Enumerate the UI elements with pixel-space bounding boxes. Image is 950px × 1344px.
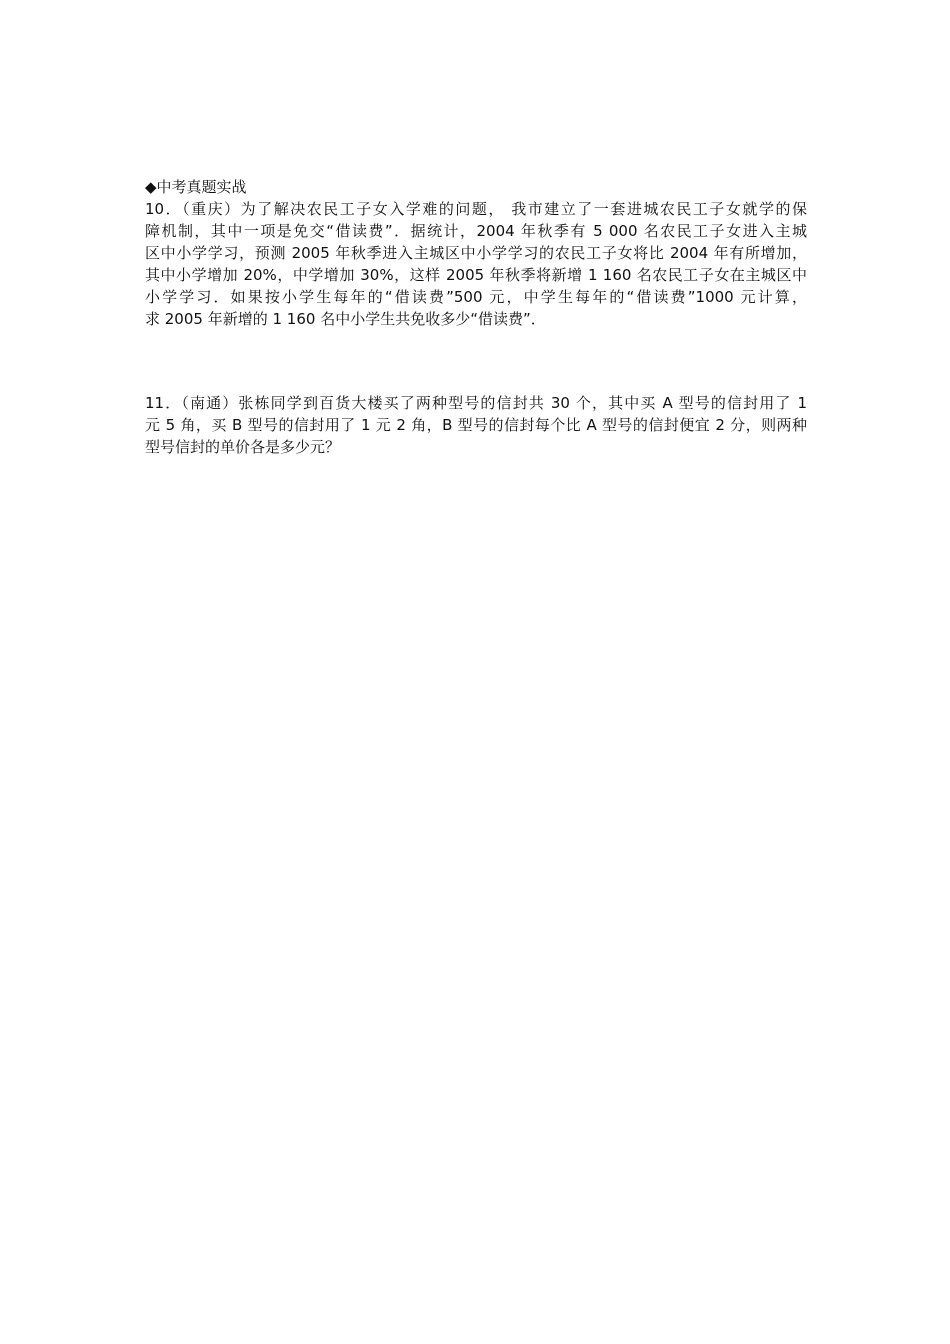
problem-10-line-6: 求 2005 年新增的 1 160 名中小学生共免收多少“借读费”． [145,310,546,328]
problem-11 [145,392,807,458]
problem-10-line-1: 10．（重庆）为了解决农民工子女入学难的问题， 我市建立了一套进城农民工子女就学的保 [145,200,807,218]
problem-10-line-5: 小学学习．如果按小学生每年的“借读费”500 元，中学生每年的“借读费”1000 元计算， [145,288,807,306]
problem-10-line-4: 其中小学增加 20%，中学增加 30%，这样 2005 年秋季将新增 1 160 名农民工子女在主城区中 [145,266,807,284]
section-heading: ◆中考真题实战 [145,178,247,196]
problem-10-line-3: 区中小学学习，预测 2005 年秋季进入主城区中小学学习的农民工子女将比 2004 年有所增加， [145,244,807,262]
problem-10-line-2: 障机制，其中一项是免交“借读费”．据统计，2004 年秋季有 5 000 名农民工子女进入主城 [145,222,807,240]
problem-11-line-3: 型号信封的单价各是多少元？ [145,438,341,456]
document-body [145,176,807,458]
problem-10 [145,198,807,330]
problem-11-line-1: 11．（南通）张栋同学到百货大楼买了两种型号的信封共 30 个，其中买 A 型号的信封用了 1 [145,394,807,412]
problem-spacer [145,330,807,392]
problem-11-line-2: 元 5 角，买 B 型号的信封用了 1 元 2 角，B 型号的信封每个比 A 型号的信封便宜 2 分，则两种 [145,416,807,434]
